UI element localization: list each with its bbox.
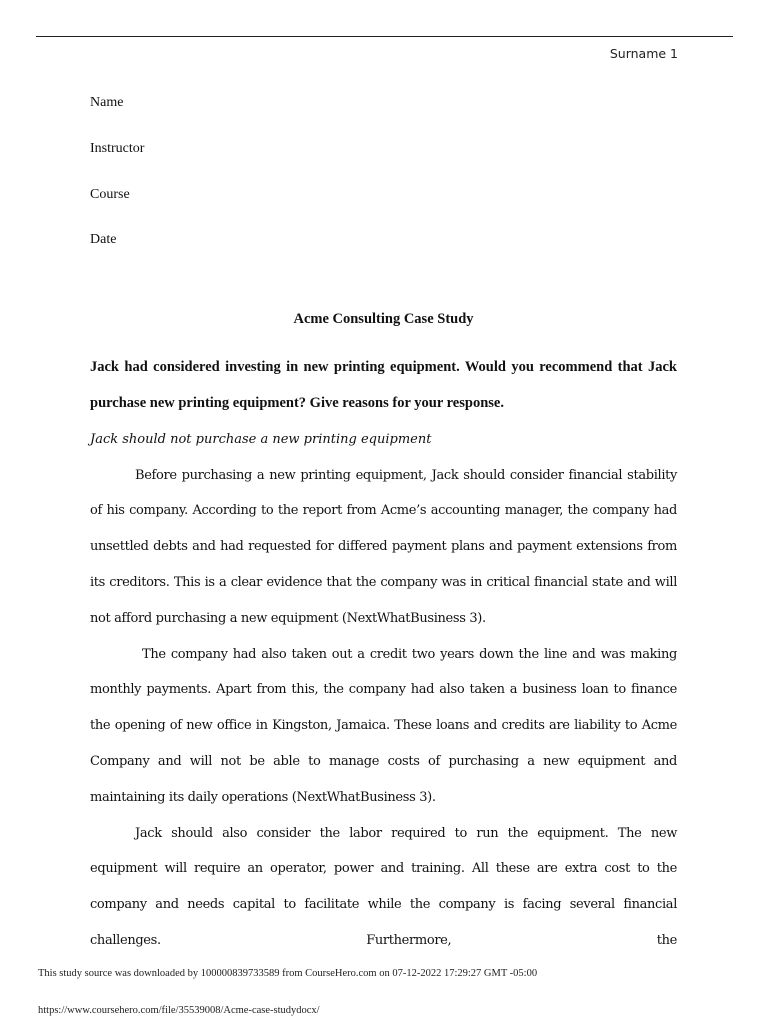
instructor-line: Instructor <box>90 140 145 156</box>
document-body <box>90 89 677 959</box>
date-line: Date <box>90 232 117 248</box>
source-url: https://www.coursehero.com/file/35539008/Acme-case-studydocx/ <box>38 1005 320 1016</box>
paragraph: Before purchasing a new printing equipment, Jack should consider financial stability of his company. According to the report from Acme’s accounting manager, the company had unsettled debts and had requested for differed payment plans and payment extensions from its creditors. This is a clear evidence that the company was in critical financial state and will not afford purchasing a new equipment (NextWhatBusiness 3). <box>90 467 677 626</box>
question-text: Jack had considered investing in new printing equipment. Would you recommend that Jack purchase new printing equipment? Give reasons for your response. <box>90 359 677 411</box>
running-header: Surname 1 <box>609 46 678 61</box>
paragraph: The company had also taken out a credit two years down the line and was making monthly payments. Apart from this, the company had also taken a business loan to finance the opening of new office in Kingston, Jamaica. These loans and credits are liability to Acme Company and will not be able to manage costs of purchasing a new equipment and maintaining its daily operations (NextWhatBusiness 3). <box>90 646 677 805</box>
answer-heading: Jack should not purchase a new printing equipment <box>90 431 432 447</box>
top-rule <box>36 36 733 37</box>
document-title: Acme Consulting Case Study <box>293 311 474 328</box>
course-line: Course <box>90 186 130 202</box>
paragraph: Jack should also consider the labor required to run the equipment. The new equipment will require an operator, power and training. All these are extra cost to the company and needs capital to facilitate while the company is facing several financial challenges. Furthermore, the <box>90 825 677 948</box>
download-source-note: This study source was downloaded by 100000839733589 from CourseHero.com on 07-12-2022 17:29:27 GMT -05:00 <box>38 968 538 979</box>
student-name-line: Name <box>90 95 124 110</box>
